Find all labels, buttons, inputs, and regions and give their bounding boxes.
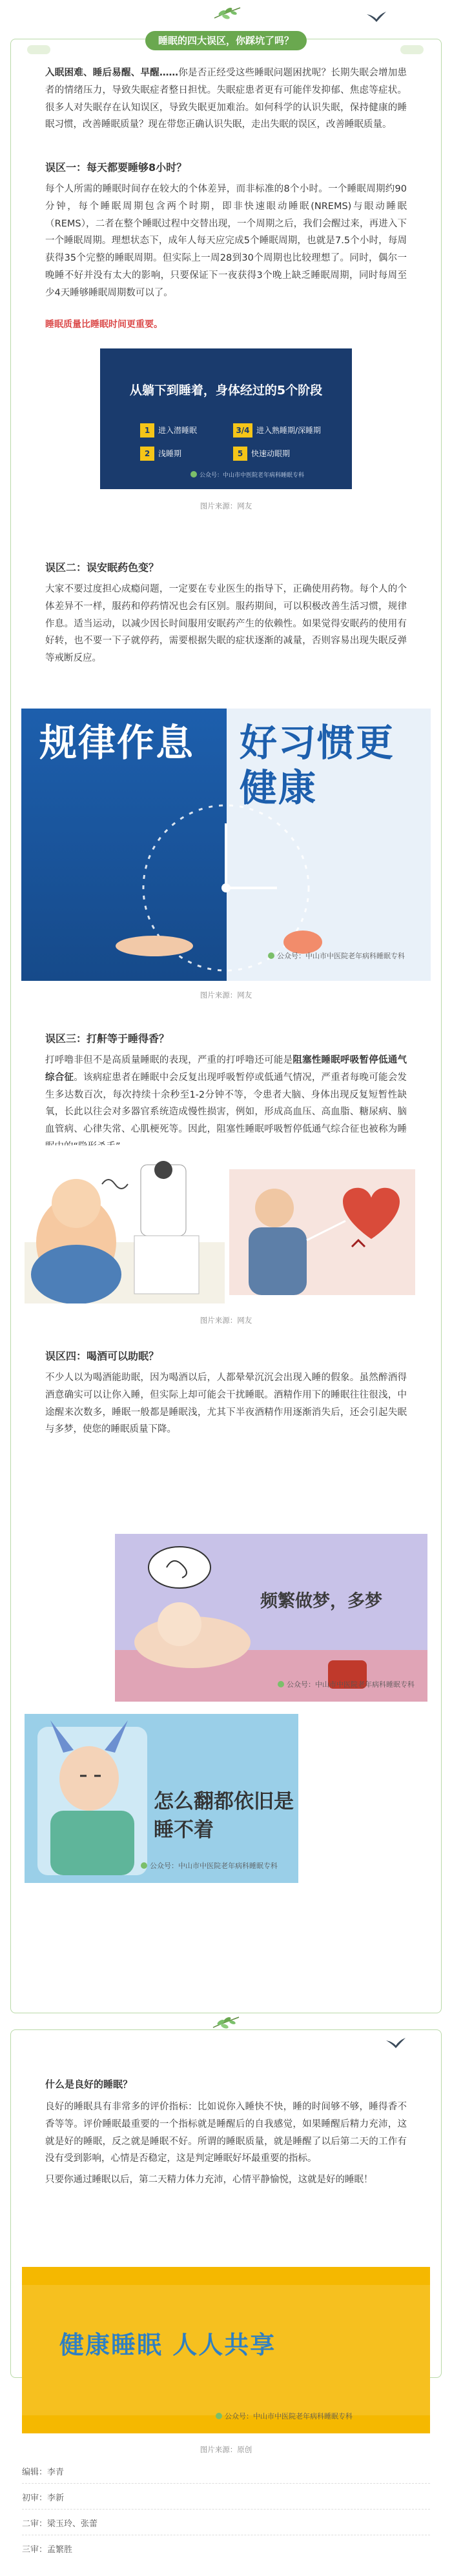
image-caption: 图片来源：网友 [200, 991, 252, 1000]
routine-right-text: 好习惯更健康 [240, 721, 395, 810]
stage-number: 3/4 [233, 423, 252, 438]
routine-clock-illustration [21, 709, 431, 981]
stage-label: 进入潜睡眠 [158, 426, 198, 435]
good-sleep-paragraph-1: 良好的睡眠具有非常多的评价指标：比如说你入睡快不快，睡的时间够不够，睡得香不香等等。评价睡眠最重要的一个指标就是睡醒后的自我感觉，如果睡醒后精力充沛，这就是好的睡眠，反之就是睡眠不好。所谓的睡眠质量，就是睡醒了以后第二天的工作有没有受到影响，心情是否稳定，这是判定睡眠好坏最重要的指标。 [45, 2102, 407, 2164]
stage-item [140, 423, 197, 438]
section-text-4: 不少人以为喝酒能助眠，因为喝酒以后，人都晕晕沉沉会出现入睡的假象。虽然醉酒得酒意确实可以让你入睡，但实际上却可能会干扰睡眠。酒精作用下的睡眠往往很浅，中途醒来次数多，睡眠一般都是睡眠浅，尤其下半夜酒精作用逐渐消失后，还会引起失眠与多梦，使您的睡眠质量下降。 [45, 1373, 407, 1435]
section-3-text-start: 打呼噜非但不是高质量睡眠的表现，严重的打呼噜还可能是 [45, 1055, 293, 1065]
good-sleep-paragraph-2: 只要你通过睡眠以后，第二天精力体力充沛，心情平静愉悦，这就是好的睡眠！ [45, 2175, 373, 2186]
snoring-illustration [25, 1145, 225, 1303]
wechat-icon [216, 2413, 222, 2419]
credit-third-review: 三审：孟繁胜 [22, 2545, 73, 2555]
image-caption: 图片来源：网友 [200, 501, 252, 510]
image-caption: 图片来源：原创 [200, 2445, 252, 2454]
good-sleep-text [45, 2098, 407, 2189]
stage-label: 进入熟睡期/深睡期 [256, 426, 322, 435]
watermark-text: 公众号：中山市中医院老年病科睡眠专科 [277, 951, 405, 960]
stage-item [140, 447, 181, 461]
intro-paragraph [45, 65, 407, 134]
stages-title: 从躺下到睡着，身体经过的5个阶段 [129, 383, 323, 397]
stage-number: 5 [233, 447, 247, 461]
section-heading-3: 误区三：打鼾等于睡得香？ [45, 1032, 170, 1045]
swallow-bird-icon [386, 2038, 406, 2048]
section-text-3 [45, 1052, 407, 1156]
watermark [216, 2410, 353, 2423]
intro-body: 你是否正经受这些睡眠问题困扰呢？长期失眠会增加患者的情绪压力，导致失眠症者整日担忧。失眠症患者更有可能伴发抑郁、焦虑等症状。很多人对失眠存在认知误区，导致失眠更加难治。如何科学的认识失眠，保持健康的睡眠习惯，改善睡眠质量？现在带您正确认识失眠，走出失眠的误区，改善睡眠质量。 [45, 68, 407, 130]
watermark [278, 1678, 415, 1691]
article-title: 睡眠的四大误区，你踩坑了吗？ [145, 31, 307, 50]
wechat-icon [268, 952, 274, 959]
wechat-icon [278, 1681, 284, 1687]
image-caption: 图片来源：网友 [200, 1316, 252, 1325]
watermark-text: 公众号：中山市中医院老年病科睡眠专科 [225, 2412, 353, 2420]
credit-first-review: 初审：李新 [22, 2493, 65, 2503]
watermark-text: 公众号：中山市中医院老年病科睡眠专科 [287, 1680, 415, 1689]
sleepless-caption-text: 怎么翻都依旧是睡不着 [154, 1790, 294, 1842]
divider [22, 2509, 430, 2510]
leaf-sprig-icon [212, 2015, 240, 2030]
watermark [141, 1860, 278, 1873]
good-sleep-heading: 什么是良好的睡眠？ [45, 2078, 133, 2090]
credit-second-review: 二审：梁玉玲、张蕾 [22, 2519, 98, 2529]
sleep-stages-illustration [100, 348, 352, 489]
stage-label: 快速动眼期 [251, 449, 291, 458]
watermark [190, 470, 304, 481]
stage-item [233, 447, 290, 461]
sleepless-illustration [25, 1714, 298, 1883]
dreams-caption-text: 频繁做梦，多梦 [260, 1591, 382, 1611]
watermark [268, 950, 405, 963]
heart-attack-illustration [229, 1169, 415, 1295]
watermark-text: 公众号：中山市中医院老年病科睡眠专科 [150, 1861, 278, 1870]
banner-slogan: 健康睡眠 人人共享 [59, 2331, 276, 2359]
section-emphasis-1: 睡眠质量比睡眠时间更重要。 [45, 319, 163, 330]
stage-label: 浅睡期 [158, 449, 182, 458]
section-3-text-rest: 。该病症患者在睡眠中会反复出现呼吸暂停或低通气情况，严重者每晚可能会发生多达数百次，每次持续十余秒至1-2分钟不等，令患者大脑、身体出现反复短暂性缺氧，长此以往会对多器官系统造成慢性损害，例如，形成高血压、高血脂、糖尿病、脑血管病、心律失常、心肌梗死等。因此，阻塞性睡眠呼吸暂停低通气综合征也被称为睡 [45, 1072, 407, 1135]
frequent-dreams-illustration [115, 1534, 427, 1702]
healthy-sleep-banner [22, 2267, 430, 2433]
wechat-icon [141, 1862, 147, 1869]
intro-text [45, 65, 407, 134]
dreaming-person-icon [115, 1534, 427, 1702]
section-heading-4: 误区四：喝酒可以助眠？ [45, 1350, 159, 1362]
leaf-sprig-icon [213, 5, 241, 21]
snoring-patient-icon [25, 1145, 225, 1303]
wechat-icon [190, 471, 197, 478]
intro-lead: 入眠困难、睡后易醒、早醒…… [45, 68, 178, 78]
credit-editor: 编辑：李青 [22, 2468, 65, 2477]
section-text-1: 每个人所需的睡眠时间存在较大的个体差异，而非标准的8个小时。一个睡眠周期约90分钟，每个睡眠周期包含两个时期，即非快速眼动睡眠(NREMS)与眼动睡眠（REMS），二者在整个睡眠过程中交替出现，一个周期之后，我们会醒过来，再进入下一个睡眠周期。理想状态下，成年人每天应完成5个睡眠周期，也就是7.5个小时，每周获得35个完整的睡眠周期。但实际上一周28到30个周期也比较理想了。同时，偶尔一晚睡不好并没有太大的影响，只要保证下一夜获得3个晚上缺乏睡眠周期，同时每周至少4天睡够睡眠周期数可以了。 [45, 184, 407, 298]
watermark-text: 公众号：中山市中医院老年病科睡眠专科 [200, 472, 305, 479]
stage-number: 1 [140, 423, 154, 438]
chest-pain-icon [229, 1169, 415, 1295]
section-3-bold-term: 阻塞性睡眠呼吸暂停低通气综合征 [45, 1055, 407, 1083]
stage-number: 2 [140, 447, 154, 461]
routine-left-text: 规律作息 [39, 721, 195, 765]
swallow-bird-icon [367, 12, 386, 22]
section-heading-2: 误区二：误安眠药色变？ [45, 561, 159, 574]
clock-face-icon [83, 785, 369, 972]
section-text-2: 大家不要过度担心成瘾问题，一定要在专业医生的指导下，正确使用药物。每个人的个体差异不一样，服药和停药情况也会有区别。服药期间，可以积极改善生活习惯，规律作息。适当运动，以减少因长时间服用安眠药产生的依赖性。如果觉得安眠药的使用有好转，也不要一下子就停药，需要根据失眠的症状逐渐的减量，否则容易出现失眠反弹等戒断反应。 [45, 584, 407, 664]
stage-item [233, 423, 321, 438]
section-heading-1: 误区一：每天都要睡够8小时？ [45, 161, 187, 174]
divider [22, 2483, 430, 2484]
